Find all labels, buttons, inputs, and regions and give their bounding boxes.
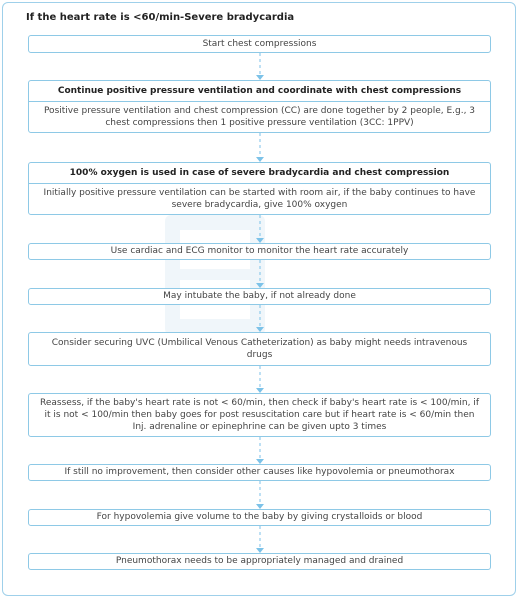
step-text: May intubate the baby, if not already done [163, 291, 356, 302]
step-hypovolemia [28, 509, 491, 526]
step-heading: 100% oxygen is used in case of severe bradycardia and chest compression [29, 163, 490, 184]
step-text: Reassess, if the baby's heart rate is not < 60/min, then check if baby's heart rate is < 100/min, if it is not < 100/min then baby goes for post resuscitation care but if heart rate is < 60/min then Inj. adrenaline or epinephrine can be given upto 3 times [40, 397, 479, 433]
step-text: Initially positive pressure ventilation can be started with room air, if the baby continues to have severe bradycardia, give 100% oxygen [43, 187, 476, 211]
step-oxygen [28, 162, 491, 215]
step-other-causes [28, 464, 491, 481]
step-ppv-coordination [28, 80, 491, 133]
step-pneumothorax [28, 553, 491, 570]
watermark-logo [160, 210, 270, 340]
step-text: Positive pressure ventilation and chest compression (CC) are done together by 2 people, E.g., 3 chest compressions then 1 positive pressure ventilation (3CC: 1PPV) [43, 105, 476, 129]
step-start-compressions [28, 35, 491, 53]
step-text: Pneumothorax needs to be appropriately managed and drained [115, 556, 404, 567]
flowchart-title: If the heart rate is <60/min-Severe bradycardia [26, 12, 295, 23]
step-text: Consider securing UVC (Umbilical Venous Catheterization) as baby might needs intravenous drugs [51, 337, 468, 360]
step-text: If still no improvement, then consider other causes like hypovolemia or pneumothorax [64, 467, 455, 478]
step-uvc [28, 332, 491, 366]
step-monitor [28, 243, 491, 260]
step-intubate [28, 288, 491, 305]
step-reassess [28, 393, 491, 437]
step-text: For hypovolemia give volume to the baby by giving crystalloids or blood [96, 512, 423, 523]
step-text: Use cardiac and ECG monitor to monitor the heart rate accurately [110, 246, 409, 257]
step-text: Start chest compressions [202, 38, 317, 49]
step-heading: Continue positive pressure ventilation and coordinate with chest compressions [29, 81, 490, 102]
